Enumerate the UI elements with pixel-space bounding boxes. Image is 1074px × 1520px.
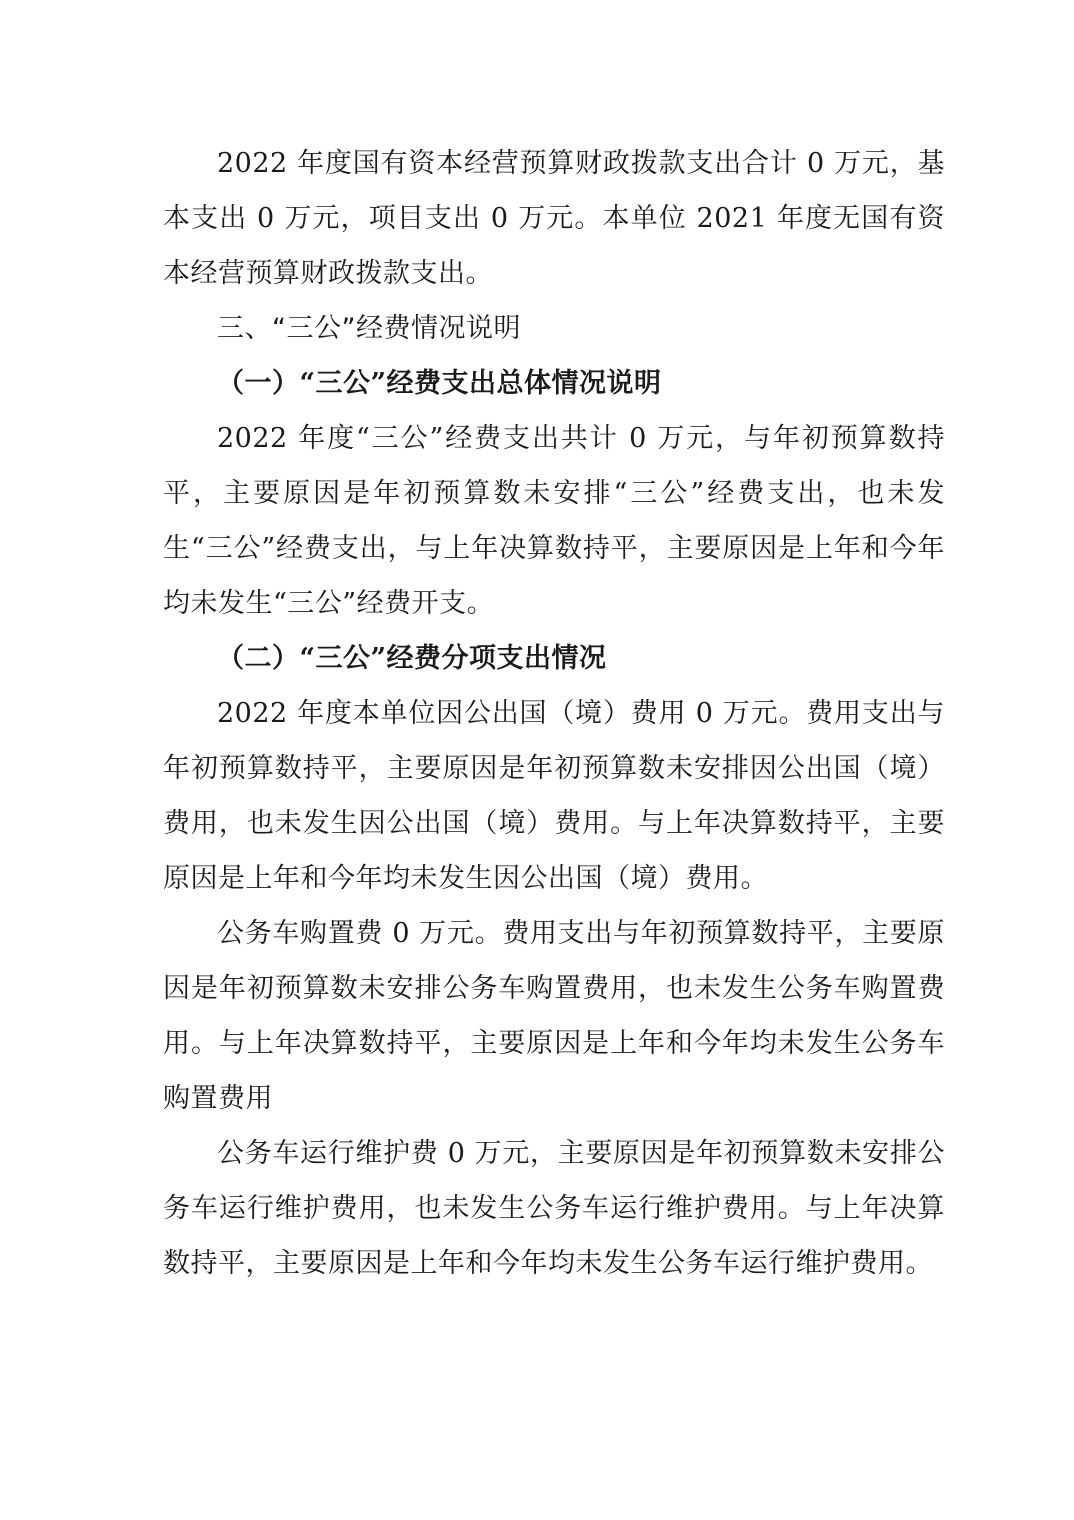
paragraph-vehicle-purchase: 公务车购置费 0 万元。费用支出与年初预算数持平，主要原因是年初预算数未安排公务车购置费用，也未发生公务车购置费用。与上年决算数持平，主要原因是上年和今年均未发生公务车购置费用: [163, 918, 945, 1114]
paragraph-state-capital-budget: 2022 年度国有资本经营预算财政拨款支出合计 0 万元，基本支出 0 万元，项目支出 0 万元。本单位 2021 年度无国有资本经营预算财政拨款支出。: [163, 148, 945, 289]
subheading-overall-expenses: （一）“三公”经费支出总体情况说明: [217, 368, 662, 399]
paragraph-overall-expenses: 2022 年度“三公”经费支出共计 0 万元，与年初预算数持平，主要原因是年初预算数未安排“三公”经费支出，也未发生“三公”经费支出，与上年决算数持平，主要原因是上年和今年均未发生“三公”经费开支。: [163, 423, 945, 619]
document-body: [163, 136, 945, 1291]
section-heading-three-public-expenses: 三、“三公”经费情况说明: [217, 313, 521, 344]
paragraph-vehicle-maintenance: 公务车运行维护费 0 万元，主要原因是年初预算数未安排公务车运行维护费用，也未发生公务车运行维护费用。与上年决算数持平，主要原因是上年和今年均未发生公务车运行维护费用。: [163, 1138, 945, 1279]
paragraph-overseas-travel: 2022 年度本单位因公出国（境）费用 0 万元。费用支出与年初预算数持平，主要原因是年初预算数未安排因公出国（境）费用，也未发生因公出国（境）费用。与上年决算数持平，主要原因是上年和今年均未发生因公出国（境）费用。: [163, 698, 945, 894]
subheading-itemized-expenses: （二）“三公”经费分项支出情况: [217, 643, 607, 674]
